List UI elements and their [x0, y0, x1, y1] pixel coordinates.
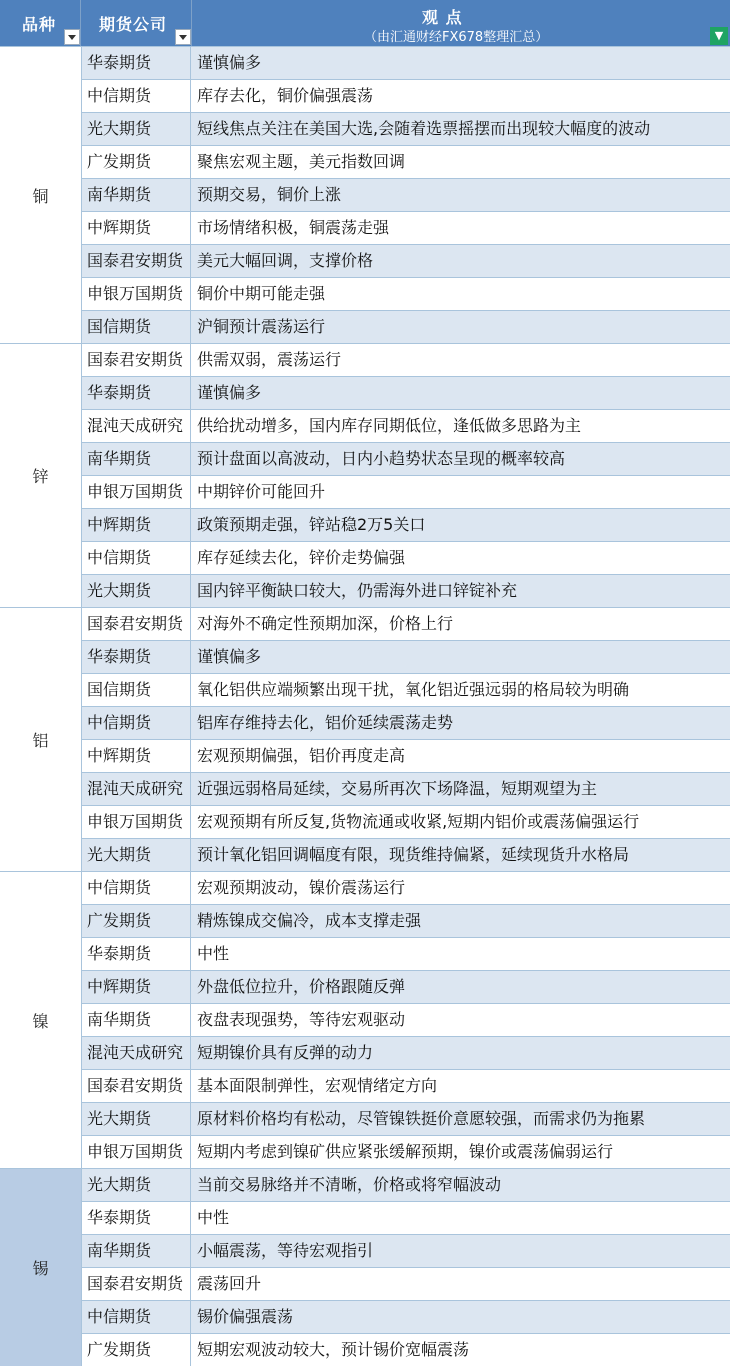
table-row[interactable] [81, 376, 730, 409]
table-row[interactable] [81, 838, 730, 871]
company-cell[interactable]: 中信期货 [81, 872, 191, 904]
header-cell-view [192, 0, 730, 46]
table-row[interactable] [81, 574, 730, 607]
table-row[interactable] [81, 1333, 730, 1366]
company-cell[interactable]: 华泰期货 [81, 47, 191, 79]
company-cell[interactable]: 混沌天成研究 [81, 1037, 191, 1069]
company-cell[interactable]: 广发期货 [81, 905, 191, 937]
table-row[interactable] [81, 673, 730, 706]
view-cell[interactable]: 精炼镍成交偏冷，成本支撑走强 [197, 911, 422, 930]
view-cell[interactable]: 小幅震荡，等待宏观指引 [197, 1241, 374, 1260]
company-cell[interactable]: 华泰期货 [81, 641, 191, 673]
table-row[interactable] [81, 409, 730, 442]
table-row[interactable] [81, 46, 730, 79]
table-row[interactable] [81, 640, 730, 673]
view-cell[interactable]: 短期宏观波动较大，预计锡价宽幅震荡 [197, 1340, 470, 1359]
view-cell[interactable]: 供需双弱，震荡运行 [197, 350, 342, 369]
view-cell[interactable]: 铝库存维持去化，铝价延续震荡走势 [197, 713, 454, 732]
view-cell[interactable]: 宏观预期有所反复,货物流通或收紧,短期内铝价或震荡偏强运行 [197, 812, 640, 831]
company-cell[interactable]: 中辉期货 [81, 212, 191, 244]
company-cell[interactable]: 中辉期货 [81, 509, 191, 541]
table-row[interactable] [81, 970, 730, 1003]
company-cell[interactable]: 南华期货 [81, 179, 191, 211]
company-cell[interactable]: 南华期货 [81, 1235, 191, 1267]
variety-filter-dropdown-icon[interactable] [64, 29, 80, 45]
table-row[interactable] [81, 1135, 730, 1168]
view-cell[interactable]: 氧化铝供应端频繁出现干扰，氧化铝近强远弱的格局较为明确 [197, 680, 630, 699]
view-cell[interactable]: 谨慎偏多 [197, 53, 262, 72]
table-row[interactable] [81, 706, 730, 739]
view-cell[interactable]: 供给扰动增多，国内库存同期低位，逢低做多思路为主 [197, 416, 582, 435]
company-cell[interactable]: 光大期货 [81, 575, 191, 607]
view-cell[interactable]: 聚焦宏观主题，美元指数回调 [197, 152, 406, 171]
table-row[interactable] [81, 475, 730, 508]
header-view-source-note: （由汇通财经FX678整理汇总） [364, 30, 549, 45]
company-cell[interactable]: 申银万国期货 [81, 806, 191, 838]
table-row[interactable] [81, 904, 730, 937]
view-cell[interactable]: 沪铜预计震荡运行 [197, 317, 326, 336]
view-cell[interactable]: 美元大幅回调，支撑价格 [197, 251, 374, 270]
company-cell[interactable]: 国泰君安期货 [81, 1268, 191, 1300]
header-company-label: 期货公司 [99, 15, 168, 34]
company-cell[interactable]: 国泰君安期货 [81, 608, 191, 640]
view-cell[interactable]: 短线焦点关注在美国大选,会随着选票摇摆而出现较大幅度的波动 [197, 119, 651, 138]
company-cell[interactable]: 中信期货 [81, 542, 191, 574]
view-cell[interactable]: 预期交易，铜价上涨 [197, 185, 342, 204]
view-cell[interactable]: 中性 [197, 1208, 230, 1227]
company-cell[interactable]: 国信期货 [81, 311, 191, 343]
company-cell[interactable]: 混沌天成研究 [81, 410, 191, 442]
view-cell[interactable]: 当前交易脉络并不清晰，价格或将窄幅波动 [197, 1175, 502, 1194]
table-row[interactable] [81, 1069, 730, 1102]
table-row[interactable] [81, 211, 730, 244]
table-row[interactable] [81, 772, 730, 805]
view-cell[interactable]: 市场情绪积极，铜震荡走强 [197, 218, 390, 237]
variety-cell[interactable]: 锡 [0, 1168, 81, 1366]
company-cell[interactable]: 华泰期货 [81, 1202, 191, 1234]
view-cell[interactable]: 夜盘表现强势，等待宏观驱动 [197, 1010, 406, 1029]
company-cell[interactable]: 南华期货 [81, 443, 191, 475]
company-cell[interactable]: 中信期货 [81, 1301, 191, 1333]
view-cell[interactable]: 库存延续去化，锌价走势偏强 [197, 548, 406, 567]
header-cell-company [81, 0, 192, 46]
table-row[interactable] [81, 1003, 730, 1036]
view-cell[interactable]: 预计盘面以高波动，日内小趋势状态呈现的概率较高 [197, 449, 566, 468]
company-cell[interactable]: 光大期货 [81, 113, 191, 145]
table-row[interactable] [81, 508, 730, 541]
view-cell[interactable]: 宏观预期波动，镍价震荡运行 [197, 878, 406, 897]
company-cell[interactable]: 国泰君安期货 [81, 1070, 191, 1102]
view-cell[interactable]: 震荡回升 [197, 1274, 262, 1293]
table-row[interactable] [81, 739, 730, 772]
active-filter-icon[interactable]: ▼ [710, 27, 728, 45]
company-cell[interactable]: 中信期货 [81, 80, 191, 112]
company-cell[interactable]: 广发期货 [81, 1334, 191, 1366]
variety-cell[interactable]: 镍 [0, 871, 81, 1168]
table-row[interactable] [81, 1036, 730, 1069]
table-row[interactable] [81, 1102, 730, 1135]
header-variety-label: 品种 [22, 15, 57, 34]
company-cell[interactable]: 中辉期货 [81, 740, 191, 772]
company-cell[interactable]: 申银万国期货 [81, 1136, 191, 1168]
table-row[interactable] [81, 79, 730, 112]
table-row[interactable] [81, 607, 730, 640]
view-cell[interactable]: 铜价中期可能走强 [197, 284, 326, 303]
view-cell[interactable]: 国内锌平衡缺口较大，仍需海外进口锌锭补充 [197, 581, 518, 600]
company-cell[interactable]: 光大期货 [81, 1103, 191, 1135]
view-cell[interactable]: 外盘低位拉升，价格跟随反弹 [197, 977, 406, 996]
view-cell[interactable]: 宏观预期偏强，铝价再度走高 [197, 746, 406, 765]
company-cell[interactable]: 南华期货 [81, 1004, 191, 1036]
view-cell[interactable]: 短期镍价具有反弹的动力 [197, 1043, 374, 1062]
company-cell[interactable]: 混沌天成研究 [81, 773, 191, 805]
view-cell[interactable]: 中性 [197, 944, 230, 963]
table-row[interactable] [81, 145, 730, 178]
view-cell[interactable]: 基本面限制弹性，宏观情绪定方向 [197, 1076, 438, 1095]
company-cell[interactable]: 申银万国期货 [81, 476, 191, 508]
table-row[interactable] [81, 178, 730, 211]
table-row[interactable] [81, 277, 730, 310]
company-cell[interactable]: 华泰期货 [81, 377, 191, 409]
table-row[interactable] [81, 937, 730, 970]
view-cell[interactable]: 短期内考虑到镍矿供应紧张缓解预期，镍价或震荡偏弱运行 [197, 1142, 614, 1161]
view-cell[interactable]: 原材料价格均有松动，尽管镍铁挺价意愿较强，而需求仍为拖累 [197, 1109, 646, 1128]
variety-cell[interactable]: 铜 [0, 46, 81, 343]
table-row[interactable] [81, 1234, 730, 1267]
table-row[interactable] [81, 541, 730, 574]
company-cell[interactable]: 光大期货 [81, 839, 191, 871]
company-cell[interactable]: 国信期货 [81, 674, 191, 706]
table-row[interactable] [81, 310, 730, 343]
company-cell[interactable]: 广发期货 [81, 146, 191, 178]
table-row[interactable] [81, 244, 730, 277]
view-cell[interactable]: 政策预期走强，锌站稳2万5关口 [197, 515, 426, 534]
company-cell[interactable]: 申银万国期货 [81, 278, 191, 310]
table-row[interactable] [81, 871, 730, 904]
table-row[interactable] [81, 442, 730, 475]
header-view-title: 观 点 [422, 8, 463, 27]
company-cell[interactable]: 光大期货 [81, 1169, 191, 1201]
table-row[interactable] [81, 343, 730, 376]
view-cell[interactable]: 对海外不确定性预期加深，价格上行 [197, 614, 454, 633]
view-cell[interactable]: 库存去化，铜价偏强震荡 [197, 86, 374, 105]
company-cell[interactable]: 国泰君安期货 [81, 245, 191, 277]
company-cell[interactable]: 国泰君安期货 [81, 344, 191, 376]
table-row[interactable] [81, 1201, 730, 1234]
table-row[interactable] [81, 805, 730, 838]
company-filter-dropdown-icon[interactable] [175, 29, 191, 45]
view-cell[interactable]: 预计氧化铝回调幅度有限，现货维持偏紧，延续现货升水格局 [197, 845, 630, 864]
variety-cell[interactable]: 锌 [0, 343, 81, 607]
table-row[interactable] [81, 1300, 730, 1333]
view-cell[interactable]: 锡价偏强震荡 [197, 1307, 294, 1326]
view-cell[interactable]: 中期锌价可能回升 [197, 482, 326, 501]
variety-cell[interactable]: 铝 [0, 607, 81, 871]
table-row[interactable] [81, 1267, 730, 1300]
table-row[interactable] [81, 112, 730, 145]
company-cell[interactable]: 中信期货 [81, 707, 191, 739]
company-cell[interactable]: 中辉期货 [81, 971, 191, 1003]
view-cell[interactable]: 谨慎偏多 [197, 383, 262, 402]
company-cell[interactable]: 华泰期货 [81, 938, 191, 970]
table-row[interactable] [81, 1168, 730, 1201]
view-cell[interactable]: 谨慎偏多 [197, 647, 262, 666]
view-cell[interactable]: 近强远弱格局延续，交易所再次下场降温，短期观望为主 [197, 779, 598, 798]
header-cell-variety [0, 0, 81, 46]
